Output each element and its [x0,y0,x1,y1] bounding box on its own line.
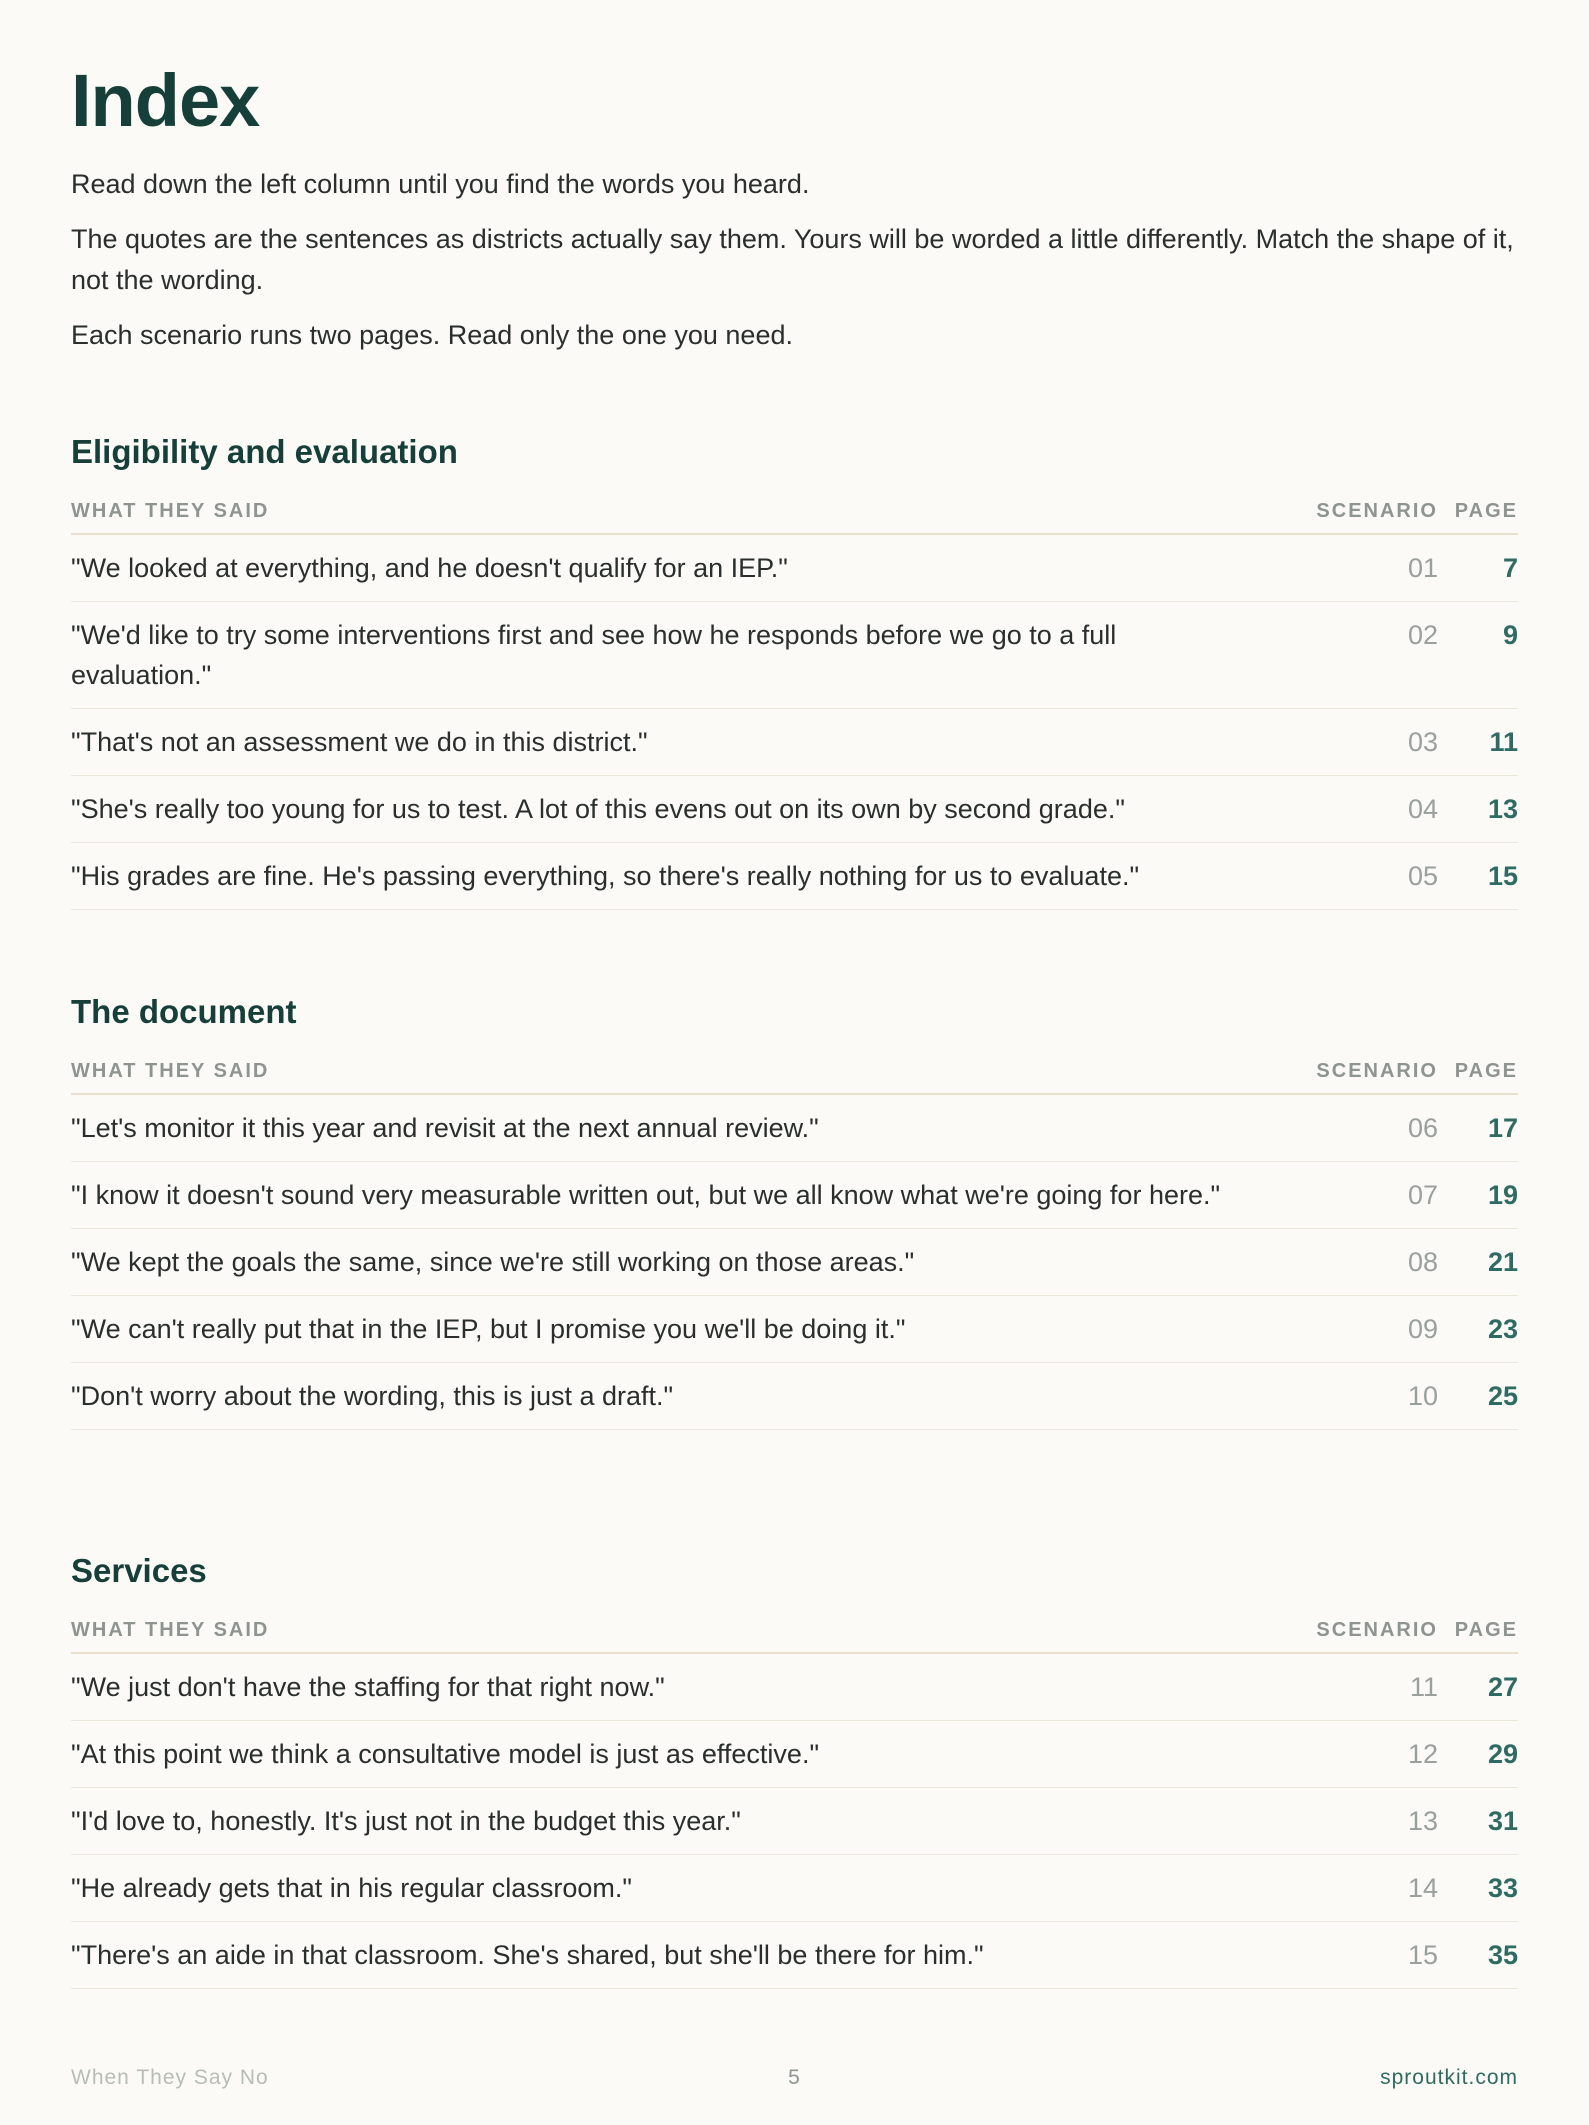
table-row[interactable] [71,1654,1518,1721]
row-page[interactable]: 17 [1487,1113,1518,1143]
table-row[interactable] [71,709,1518,776]
row-scenario: 12 [1407,1739,1438,1769]
row-quote: "Don't worry about the wording, this is just a draft." [71,1381,674,1411]
row-scenario: 14 [1407,1873,1438,1903]
table-row[interactable] [71,1788,1518,1855]
row-page[interactable]: 13 [1487,794,1518,824]
row-page[interactable]: 29 [1487,1739,1518,1769]
column-header-quote: WHAT THEY SAID [71,1060,270,1082]
table-row[interactable] [71,1162,1518,1229]
row-scenario: 13 [1407,1806,1438,1836]
row-scenario: 07 [1407,1180,1438,1210]
footer-book-title: When They Say No [71,2066,269,2089]
row-scenario: 05 [1407,861,1438,891]
row-scenario: 10 [1407,1381,1438,1411]
row-quote: "We looked at everything, and he doesn't qualify for an IEP." [71,553,788,583]
intro-paragraph: Each scenario runs two pages. Read only the one you need. [71,320,793,350]
intro-paragraph: The quotes are the sentences as districts actually say them. Yours will be worded a little differently. Match the shape of it, not the wording. [71,224,1514,295]
footer-page-number: 5 [788,2066,801,2089]
row-page[interactable]: 21 [1487,1247,1518,1277]
row-page[interactable]: 11 [1489,727,1518,757]
section-document [71,990,1518,1430]
page-title: Index [71,59,260,142]
table-row[interactable] [71,535,1518,602]
row-quote: "There's an aide in that classroom. She's shared, but she'll be there for him." [71,1940,984,1970]
column-header-page: PAGE [1454,500,1518,522]
column-header-scenario: SCENARIO [1316,1060,1438,1082]
section-eligibility [71,430,1518,910]
intro [71,164,1518,370]
row-scenario: 11 [1409,1672,1438,1702]
row-page[interactable]: 9 [1502,620,1518,650]
row-quote: "Let's monitor it this year and revisit at the next annual review." [71,1113,819,1143]
table-header [71,1060,1518,1095]
row-quote: "He already gets that in his regular classroom." [71,1873,632,1903]
row-page[interactable]: 31 [1487,1806,1518,1836]
row-quote: "His grades are fine. He's passing everything, so there's really nothing for us to evaluate." [71,861,1140,891]
row-quote: "We'd like to try some interventions first and see how he responds before we go to a full evaluation." [71,620,1117,690]
row-page[interactable]: 35 [1487,1940,1518,1970]
row-quote: "At this point we think a consultative model is just as effective." [71,1739,820,1769]
column-header-scenario: SCENARIO [1316,1619,1438,1641]
column-header-page: PAGE [1454,1619,1518,1641]
row-scenario: 15 [1407,1940,1438,1970]
row-page[interactable]: 25 [1487,1381,1518,1411]
row-quote: "That's not an assessment we do in this district." [71,727,648,757]
table-header [71,1619,1518,1654]
row-quote: "She's really too young for us to test. A lot of this evens out on its own by second grade." [71,794,1125,824]
table-row[interactable] [71,1095,1518,1162]
column-header-quote: WHAT THEY SAID [71,1619,270,1641]
table-row[interactable] [71,776,1518,843]
footer-website-link[interactable]: sproutkit.com [1380,2066,1518,2089]
intro-paragraph: Read down the left column until you find the words you heard. [71,169,810,199]
row-page[interactable]: 15 [1487,861,1518,891]
row-page[interactable]: 33 [1487,1873,1518,1903]
table-row[interactable] [71,602,1518,709]
section-heading: Services [71,1552,207,1589]
table-row[interactable] [71,1721,1518,1788]
row-page[interactable]: 7 [1502,553,1518,583]
row-scenario: 03 [1407,727,1438,757]
row-quote: "We kept the goals the same, since we're still working on those areas." [71,1247,915,1277]
section-heading: Eligibility and evaluation [71,433,458,470]
row-quote: "We just don't have the staffing for that right now." [71,1672,665,1702]
table-header [71,500,1518,535]
table-row[interactable] [71,1922,1518,1989]
section-heading: The document [71,993,297,1030]
table-row[interactable] [71,1855,1518,1922]
row-scenario: 01 [1407,553,1438,583]
column-header-page: PAGE [1454,1060,1518,1082]
row-scenario: 09 [1407,1314,1438,1344]
table-row[interactable] [71,843,1518,910]
row-quote: "I know it doesn't sound very measurable written out, but we all know what we're going for here." [71,1180,1221,1210]
table-row[interactable] [71,1296,1518,1363]
column-header-scenario: SCENARIO [1316,500,1438,522]
table-row[interactable] [71,1229,1518,1296]
column-header-quote: WHAT THEY SAID [71,500,270,522]
section-services [71,1549,1518,1989]
row-page[interactable]: 19 [1487,1180,1518,1210]
row-scenario: 06 [1407,1113,1438,1143]
row-quote: "I'd love to, honestly. It's just not in the budget this year." [71,1806,741,1836]
row-scenario: 08 [1407,1247,1438,1277]
row-quote: "We can't really put that in the IEP, but I promise you we'll be doing it." [71,1314,906,1344]
row-scenario: 04 [1407,794,1438,824]
row-scenario: 02 [1407,620,1438,650]
table-row[interactable] [71,1363,1518,1430]
row-page[interactable]: 27 [1487,1672,1518,1702]
row-page[interactable]: 23 [1487,1314,1518,1344]
